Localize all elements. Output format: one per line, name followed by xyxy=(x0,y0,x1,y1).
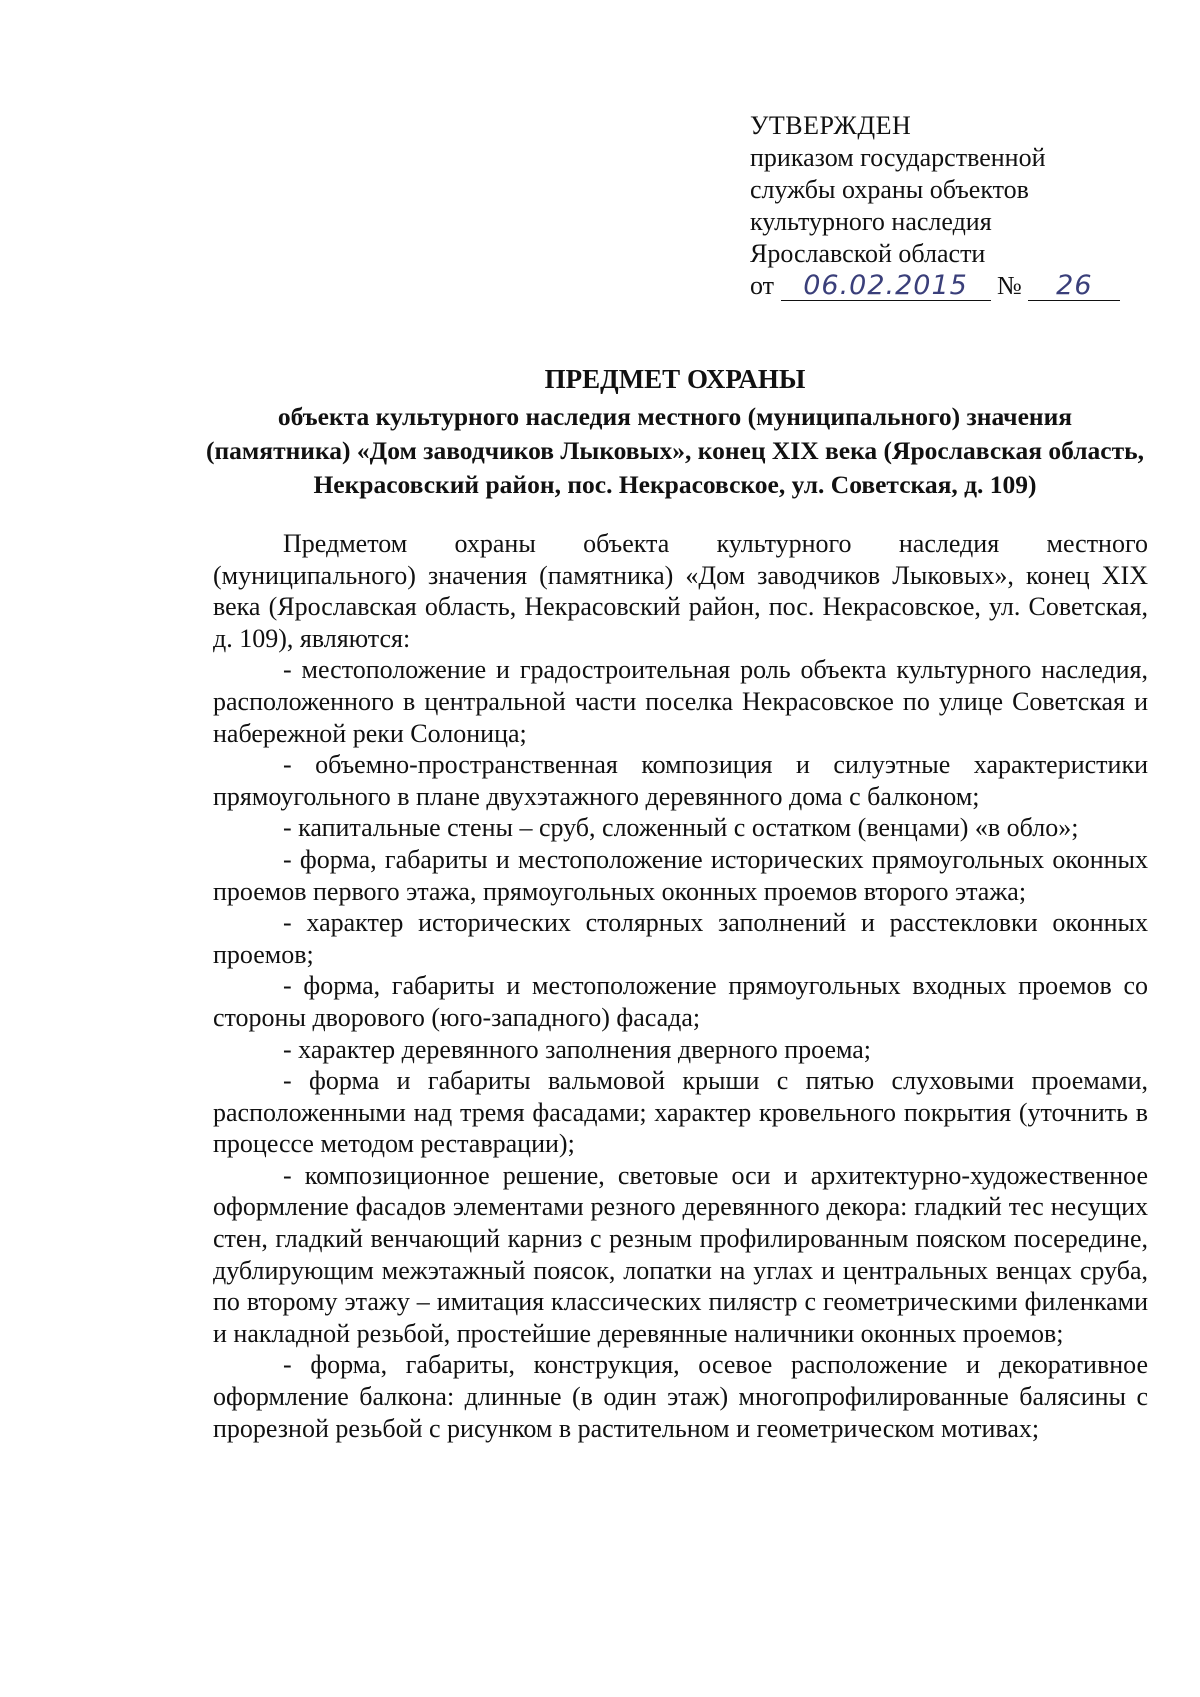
list-item: - характер исторических столярных заполнений и расстекловки оконных проемов; xyxy=(213,908,1148,969)
document-body xyxy=(213,528,1148,1444)
approval-line: культурного наследия xyxy=(750,207,992,236)
approval-block xyxy=(750,110,1150,302)
list-item: - объемно-пространственная композиция и силуэтные характеристики прямоугольного в плане двухэтажного деревянного дома с балконом; xyxy=(213,750,1148,811)
approval-date-line xyxy=(750,270,1150,302)
list-item: - форма и габариты вальмовой крыши с пятью слуховыми проемами, расположенными над тремя фасадами; характер кровельного покрытия (уточнить в процессе методом реставрации); xyxy=(213,1066,1148,1159)
approval-line: Ярославской области xyxy=(750,239,986,268)
list-item: - форма, габариты и местоположение прямоугольных входных проемов со стороны дворового (юго-западного) фасада; xyxy=(213,971,1148,1032)
handwritten-number: 26 xyxy=(1028,272,1120,301)
handwritten-date: 06.02.2015 xyxy=(781,272,991,301)
approval-line: службы охраны объектов xyxy=(750,175,1029,204)
list-item: - местоположение и градостроительная роль объекта культурного наследия, расположенного в центральной части поселка Некрасовское по улице Советская и набережной реки Солоница; xyxy=(213,655,1148,748)
list-item: - композиционное решение, световые оси и архитектурно-художественное оформление фасадов элементами резного деревянного декора: гладкий тес несущих стен, гладкий венчающий карниз с резным профилированным пояском посередине, дублирующим межэтажный поясок, лопатки на углах и центральных венцах сруба, по второму этажу – имитация классических пилястр с геометрическими филенками и накладной резьбой, простейшие деревянные наличники оконных проемов; xyxy=(213,1160,1148,1348)
intro-paragraph: Предметом охраны объекта культурного наследия местного (муниципального) значения (памятника) «Дом заводчиков Лыковых», конец XIX века (Ярославская область, Некрасовский район, пос. Некрасовское, ул. Советская, д. 109), являются: xyxy=(213,529,1148,653)
document-heading xyxy=(205,362,1145,502)
list-item: - характер деревянного заполнения дверного проема; xyxy=(283,1034,872,1064)
approval-title: УТВЕРЖДЕН xyxy=(750,111,912,140)
list-item: - форма, габариты и местоположение исторических прямоугольных оконных проемов первого этажа, прямоугольных оконных проемов второго этажа; xyxy=(213,844,1148,906)
list-item: - форма, габариты, конструкция, осевое расположение и декоративное оформление балкона: длинные (в один этаж) многопрофилированные балясины с прорезной резьбой с рисунком в растительном и геометрическом мотивах; xyxy=(213,1350,1148,1443)
list-item: - капитальные стены – сруб, сложенный с остатком (венцами) «в обло»; xyxy=(283,813,1079,843)
heading-subtitle: объекта культурного наследия местного (муниципального) значения (памятника) «Дом заводчиков Лыковых», конец XIX века (Ярославская область, Некрасовский район, пос. Некрасовское, ул. Советская, д. 109) xyxy=(205,402,1145,499)
date-prefix: от xyxy=(750,271,775,300)
approval-line: приказом государственной xyxy=(750,143,1046,172)
number-prefix: № xyxy=(997,271,1022,300)
heading-title: ПРЕДМЕТ ОХРАНЫ xyxy=(544,364,806,394)
